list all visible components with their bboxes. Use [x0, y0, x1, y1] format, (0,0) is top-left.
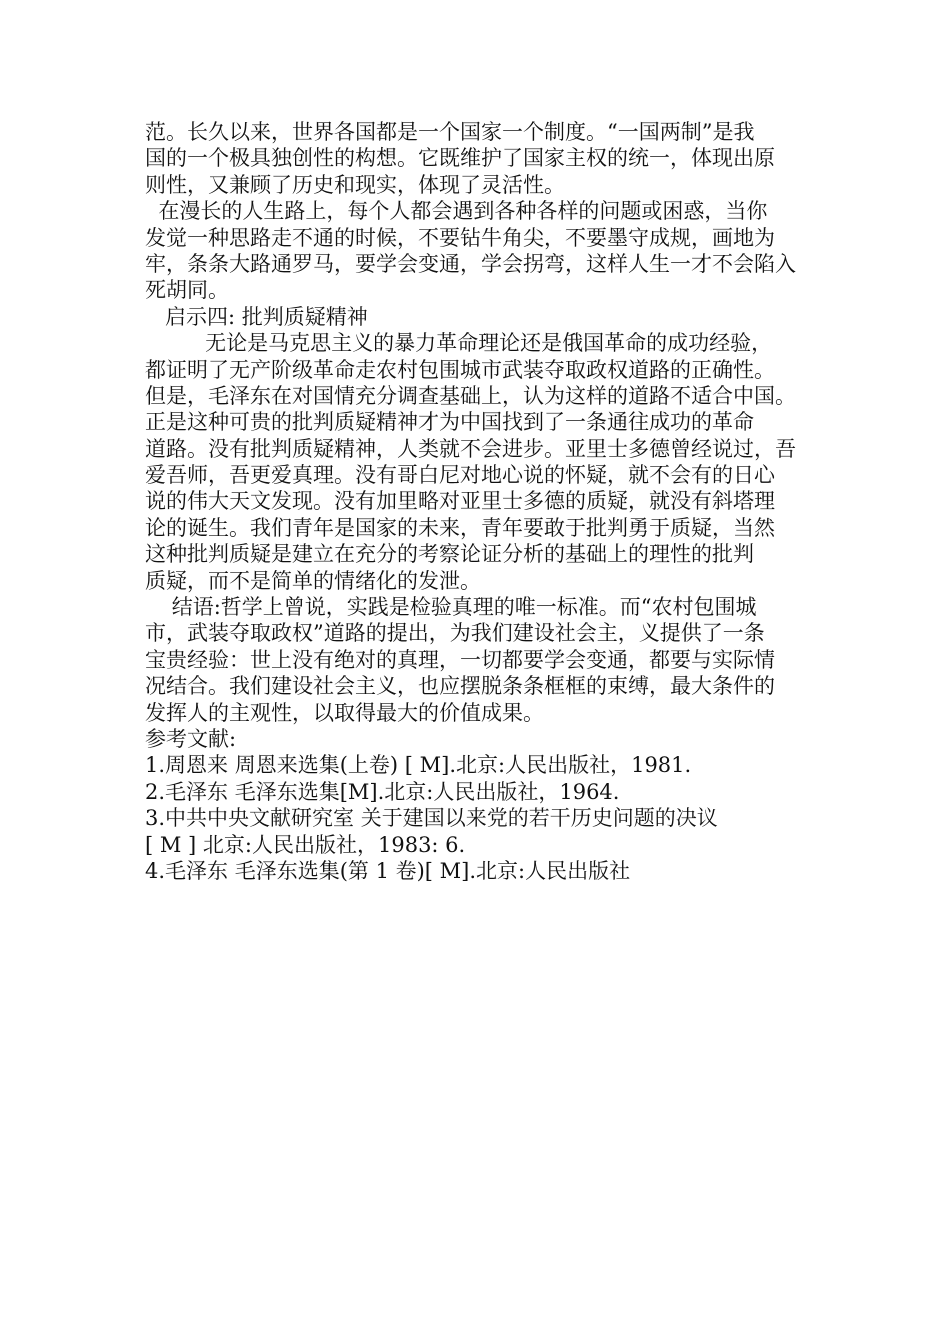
reference-item: 3.中共中央文献研究室 关于建国以来党的若干历史问题的决议: [145, 806, 718, 831]
paragraph-one-country-two-systems: [145, 119, 815, 198]
text-line: 国的一个极具独创性的构想。它既维护了国家主权的统一，体现出原: [145, 146, 775, 171]
document-page: [145, 119, 815, 884]
text-line: 发觉一种思路走不通的时候，不要钻牛角尖，不要墨守成规，画地为: [145, 225, 775, 250]
text-line: 这种批判质疑是建立在充分的考察论证分析的基础上的理性的批判: [145, 542, 754, 567]
paragraph-conclusion: [145, 594, 815, 726]
reference-item: 1.周恩来 周恩来选集(上卷) [ M].北京:人民出版社，1981.: [145, 753, 692, 778]
references-list: [145, 752, 815, 884]
text-line: 牢，条条大路通罗马，要学会变通，学会拐弯，这样人生一才不会陷入: [145, 251, 796, 276]
text-line: 发挥人的主观性，以取得最大的价值成果。: [145, 700, 544, 725]
text-line: 范。长久以来，世界各国都是一个国家一个制度。“一国两制”是我: [145, 120, 755, 144]
text-line: 市，武装夺取政权”道路的提出，为我们建设社会主，义提供了一条: [145, 621, 765, 646]
text-line: 宝贵经验：世上没有绝对的真理，一切都要学会变通，都要与实际情: [145, 647, 775, 672]
text-line: 论的诞生。我们青年是国家的未来，青年要敢于批判勇于质疑，当然: [145, 515, 775, 540]
references-heading: 参考文献:: [145, 726, 237, 751]
text-line: 况结合。我们建设社会主义，也应摆脱条条框框的束缚，最大条件的: [145, 674, 775, 699]
paragraph-life-road: [145, 198, 815, 304]
text-line: 爱吾师，吾更爱真理。没有哥白尼对地心说的怀疑，就不会有的日心: [145, 463, 775, 488]
reference-item: 2.毛泽东 毛泽东选集[M].北京:人民出版社，1964.: [145, 779, 620, 804]
reference-item: 4.毛泽东 毛泽东选集(第 1 卷)[ M].北京:人民出版社: [145, 858, 631, 883]
text-line: 在漫长的人生路上，每个人都会遇到各种各样的问题或困惑，当你: [145, 199, 768, 224]
text-line: 说的伟大天文发现。没有加里略对亚里士多德的质疑，就没有斜塔理: [145, 489, 775, 514]
reference-item: [ M ] 北京:人民出版社，1983: 6.: [145, 832, 466, 857]
text-line: 但是，毛泽东在对国情充分调查基础上，认为这样的道路不适合中国。: [145, 383, 796, 408]
text-line: 质疑，而不是简单的情绪化的发泄。: [145, 568, 481, 593]
paragraph-critical-thinking: [145, 330, 815, 594]
text-line: 无论是马克思主义的暴力革命理论还是俄国革命的成功经验，: [145, 331, 773, 356]
text-line: 道路。没有批判质疑精神，人类就不会进步。亚里士多德曾经说过，吾: [145, 436, 796, 461]
section-heading: 启示四: 批判质疑精神: [145, 304, 368, 329]
text-line: 都证明了无产阶级革命走农村包围城市武装夺取政权道路的正确性。: [145, 357, 775, 382]
text-line: 则性，又兼顾了历史和现实，体现了灵活性。: [145, 172, 565, 197]
text-line: 正是这种可贵的批判质疑精神才为中国找到了一条通往成功的革命: [145, 410, 754, 435]
text-line: 结语:哲学上曾说，实践是检验真理的唯一标准。而“农村包围城: [145, 595, 757, 620]
text-line: 死胡同。: [145, 278, 229, 303]
